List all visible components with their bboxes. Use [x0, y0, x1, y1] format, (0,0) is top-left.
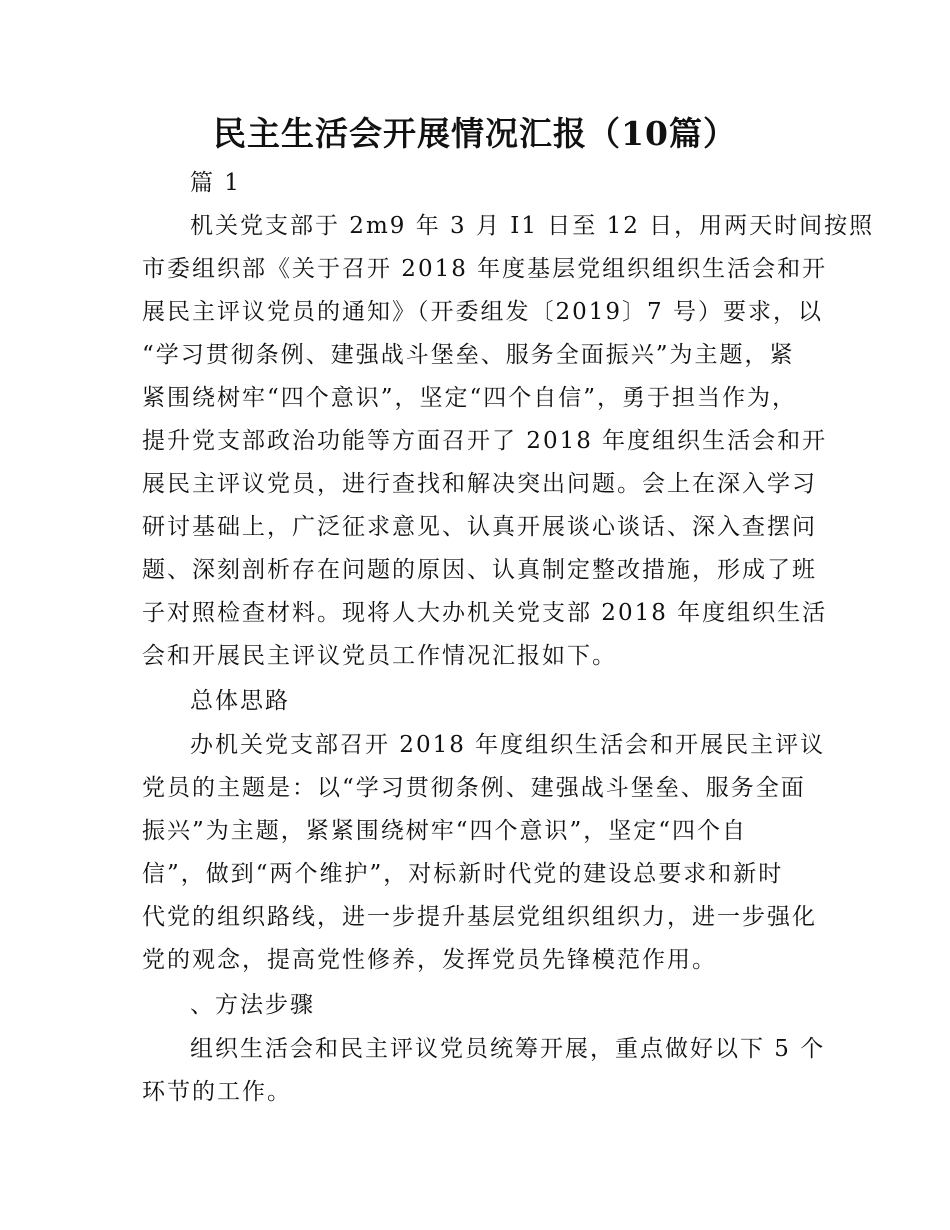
paragraph-line: 机关党支部于 2m9 年 3 月 I1 日至 12 日，用两天时间按照 — [190, 213, 875, 239]
paragraph-line: 党员的主题是：以“学习贯彻条例、建强战斗堡垒、服务全面 — [142, 775, 806, 801]
paragraph-line: 办机关党支部召开 2018 年度组织生活会和开展民主评议 — [190, 732, 826, 758]
paragraph-line: 展民主评议党员，进行查找和解决突出问题。会上在深入学习 — [142, 471, 817, 497]
paragraph-line: 环节的工作。 — [142, 1079, 292, 1105]
paragraph-line: 振兴”为主题，紧紧围绕树牢“四个意识”，坚定“四个自 — [142, 818, 748, 844]
paragraph-line: 市委组织部《关于召开 2018 年度基层党组织组织生活会和开 — [142, 256, 828, 282]
paragraph-line: 展民主评议党员的通知》（开委组发〔2019〕7 号）要求，以 — [142, 299, 823, 325]
section-heading-part-1: 篇 1 — [190, 170, 241, 196]
paragraph-line: 提升党支部政治功能等方面召开了 2018 年度组织生活会和开 — [142, 428, 828, 454]
document-title: 民主生活会开展情况汇报（10篇） — [213, 114, 737, 153]
paragraph-line: 信”，做到“两个维护”，对标新时代党的建设总要求和新时 — [142, 861, 784, 887]
section-heading-overall-approach: 总体思路 — [190, 688, 290, 714]
paragraph-line: 党的观念，提高党性修养，发挥党员先锋模范作用。 — [142, 947, 717, 973]
paragraph-line: 组织生活会和民主评议党员统筹开展，重点做好以下 5 个 — [190, 1036, 826, 1062]
section-heading-method-steps: 、方法步骤 — [190, 992, 315, 1018]
paragraph-line: 子对照检查材料。现将人大办机关党支部 2018 年度组织生活 — [142, 600, 828, 626]
paragraph-line: 紧围绕树牢“四个意识”，坚定“四个自信”，勇于担当作为， — [142, 385, 798, 411]
paragraph-line: 会和开展民主评议党员工作情况汇报如下。 — [142, 643, 617, 669]
paragraph-line: 代党的组织路线，进一步提升基层党组织组织力，进一步强化 — [142, 904, 817, 930]
paragraph-line: 研讨基础上，广泛征求意见、认真开展谈心谈话、深入查摆问 — [142, 514, 817, 540]
paragraph-line: “学习贯彻条例、建强战斗堡垒、服务全面振兴”为主题，紧 — [142, 342, 795, 368]
paragraph-line: 题、深刻剖析存在问题的原因、认真制定整改措施，形成了班 — [142, 557, 817, 583]
